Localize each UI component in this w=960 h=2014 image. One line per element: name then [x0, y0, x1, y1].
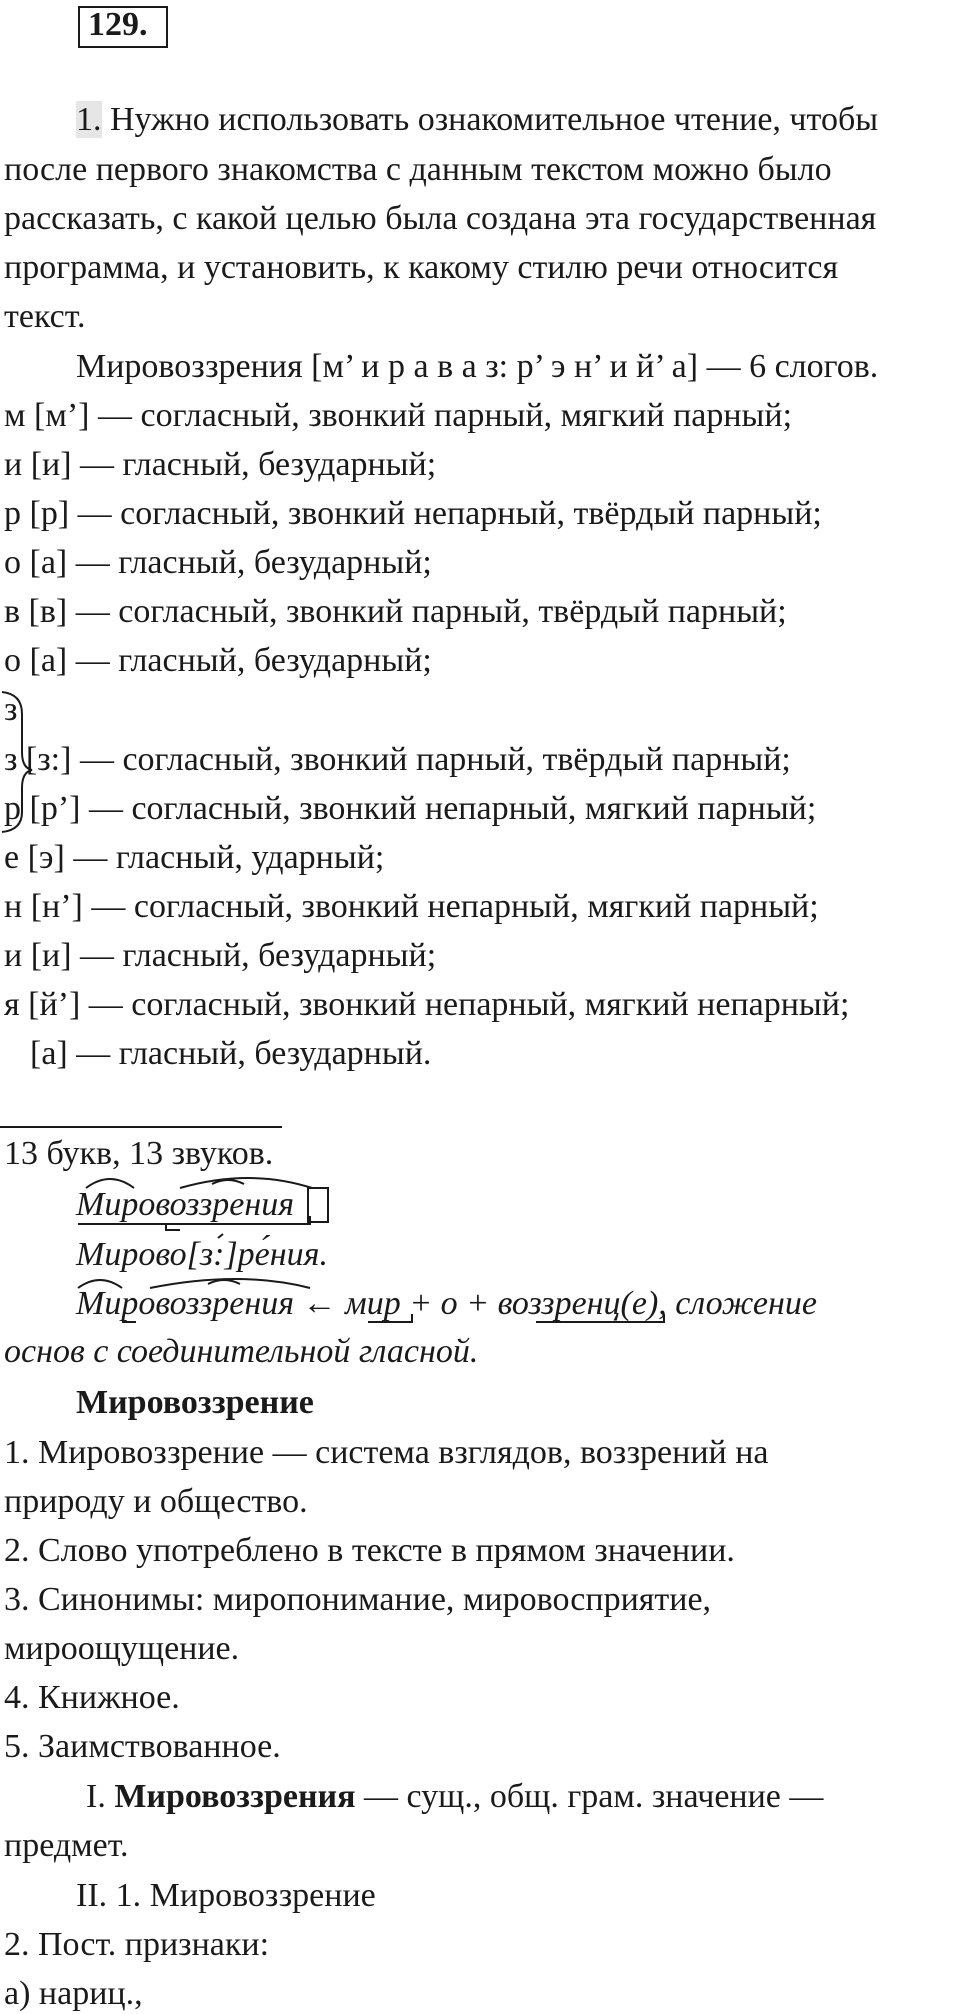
- formation-line: [76, 1284, 817, 1324]
- formation-word: Мировоззрения: [76, 1285, 295, 1322]
- phonetic-line: з [з:] — согласный, звонкий парный, твёрдый парный;: [4, 741, 791, 778]
- morph-point-2: II. 1. Мировоззрение: [76, 1877, 376, 1914]
- morpheme-ending: я: [278, 1186, 295, 1223]
- task1-line4: программа, и установить, к какому стилю речи относится: [4, 249, 839, 286]
- phonetic-line: о [а] — гласный, безударный;: [4, 544, 432, 581]
- morpheme-stem: Мировоззрени: [76, 1186, 279, 1223]
- morph-point-3: 2. Пост. признаки:: [4, 1926, 270, 1963]
- lexical-item: 1. Мировоззрение — система взглядов, воззрений на: [4, 1434, 769, 1471]
- phonetic-line: р [р] — согласный, звонкий непарный, твёрдый парный;: [4, 495, 822, 532]
- phonetic-line: р [р’] — согласный, звонкий непарный, мягкий парный;: [4, 790, 817, 827]
- section-divider: [0, 1126, 282, 1128]
- lexical-item: 5. Заимствованное.: [4, 1728, 281, 1765]
- morph-point-1-cont: предмет.: [4, 1827, 129, 1864]
- exercise-number: 129.: [88, 6, 148, 43]
- phonetic-line: м [м’] — согласный, звонкий парный, мягкий парный;: [4, 397, 793, 434]
- task1-line1: 1. Нужно использовать ознакомительное чтение, чтобы: [76, 101, 879, 138]
- phonetic-line: е [э] — гласный, ударный;: [4, 839, 385, 876]
- formation-plus: + о +: [400, 1285, 498, 1322]
- morph-point-4: а) нариц.,: [4, 1975, 143, 2012]
- formation-line2: основ с соединительной гласной.: [4, 1333, 479, 1370]
- lexical-item: 2. Слово употреблено в тексте в прямом значении.: [4, 1532, 735, 1569]
- lexical-item: 3. Синонимы: миропонимание, мировосприятие,: [4, 1581, 712, 1618]
- morpheme-word: [76, 1185, 294, 1225]
- morph-point-1: I. Мировоззрения — сущ., общ. грам. значение —: [86, 1778, 824, 1815]
- phonetic-line: н [н’] — согласный, звонкий непарный, мягкий парный;: [4, 888, 819, 925]
- lexical-item: природу и общество.: [4, 1483, 308, 1520]
- lexical-item: мироощущение.: [4, 1630, 240, 1667]
- phonetic-line: и [и] — гласный, безударный;: [4, 446, 437, 483]
- formation-root-vozzren: воззренц: [497, 1285, 621, 1322]
- task1-line2: после первого знакомства с данным текстом можно было: [4, 151, 832, 188]
- task1-line3: рассказать, с какой целью была создана эта государственная: [4, 200, 877, 237]
- morph-word-bold: Мировоззрения: [114, 1778, 356, 1815]
- letter-sound-count: 13 букв, 13 звуков.: [4, 1135, 274, 1172]
- task1-number: 1.: [76, 101, 102, 138]
- phonetic-line: я [й’] — согласный, звонкий непарный, мягкий непарный;: [4, 986, 850, 1023]
- lexical-title: Мировоззрение: [76, 1384, 314, 1421]
- prefix-arc-icon: [212, 1180, 244, 1184]
- phonetic-line: и [и] — гласный, безударный;: [4, 937, 437, 974]
- lexical-item: 4. Книжное.: [4, 1679, 180, 1716]
- formation-root-mir: мир: [345, 1285, 401, 1322]
- formation-rest: (е), сложение: [620, 1285, 817, 1322]
- ending-box-icon: [308, 1188, 328, 1222]
- phonetic-line: в [в] — согласный, звонкий парный, твёрдый парный;: [4, 593, 787, 630]
- formation-arrow: ←: [294, 1285, 346, 1322]
- exercise-number-box: [78, 6, 168, 48]
- phonetic-line: о [а] — гласный, безударный;: [4, 642, 432, 679]
- orthoepy-line: Мирово[з:]ре́ния.: [76, 1236, 328, 1273]
- task1-line5: текст.: [4, 298, 86, 335]
- phonetic-header: Мировоззрения [м’ и р а в а з: р’ э н’ и й’ а] — 6 слогов.: [76, 348, 879, 385]
- phonetic-line: з: [4, 691, 18, 728]
- phonetic-line: [а] — гласный, безударный.: [30, 1035, 432, 1072]
